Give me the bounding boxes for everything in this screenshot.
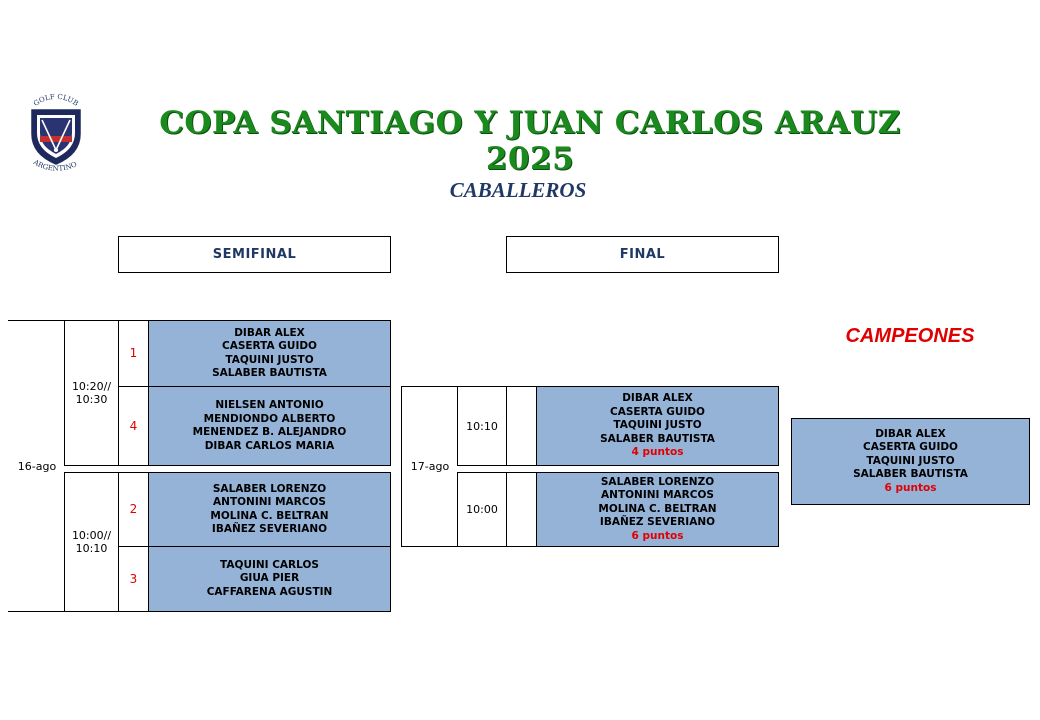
logo-top-text: GOLF CLUB (32, 92, 80, 108)
team-box (148, 386, 391, 466)
player-name: MENENDEZ B. ALEJANDRO (192, 426, 347, 438)
player-name: ANTONINI MARCOS (601, 489, 714, 502)
final-time-cell (457, 472, 507, 547)
player-name: TAQUINI JUSTO (866, 454, 955, 467)
points-label: 6 puntos (631, 529, 684, 542)
time-label: 10:10 (466, 419, 498, 433)
time-label: 10:20// 10:30 (71, 380, 112, 406)
team-box (148, 320, 391, 387)
final-time-cell (457, 386, 507, 466)
player-name: SALABER LORENZO (600, 475, 715, 488)
player-name: CASERTA GUIDO (862, 441, 958, 454)
seed-number (118, 320, 149, 387)
semifinal-time-slot-2 (64, 472, 119, 612)
seed-label: 3 (129, 571, 138, 586)
category-subtitle: CABALLEROS (449, 178, 587, 202)
player-name: TAQUINI CARLOS (220, 558, 319, 571)
player-name: SALABER BAUTISTA (212, 367, 327, 379)
final-seed-cell (506, 472, 537, 547)
seed-number (118, 386, 149, 466)
player-name: SALABER BAUTISTA (600, 432, 715, 445)
player-name: DIBAR ALEX (622, 392, 693, 405)
semifinal-header: SEMIFINAL (118, 236, 391, 273)
final-seed-cell (506, 386, 537, 466)
champions-title: CAMPEONES (845, 325, 975, 347)
seed-label: 1 (129, 346, 138, 360)
player-name: SALABER LORENZO (212, 482, 327, 495)
player-name: CASERTA GUIDO (221, 340, 317, 352)
svg-text:GOLF CLUB (32, 93, 80, 108)
player-name: DIBAR ALEX (234, 326, 305, 339)
player-name: TAQUINI JUSTO (225, 353, 314, 366)
player-name: MOLINA C. BELTRAN (598, 502, 717, 515)
player-name: TAQUINI JUSTO (613, 419, 702, 432)
team-box (148, 472, 391, 547)
player-name: SALABER BAUTISTA (853, 468, 968, 481)
team-box (536, 472, 779, 547)
player-name: MENDIONDO ALBERTO (203, 412, 336, 425)
seed-label: 2 (129, 502, 138, 516)
player-name: GIUA PIER (239, 572, 300, 585)
seed-number (118, 472, 149, 547)
final-header: FINAL (506, 236, 779, 273)
player-name: IBAÑEZ SEVERIANO (211, 523, 328, 535)
team-box (536, 386, 779, 466)
bracket-line (8, 611, 65, 612)
player-name: DIBAR ALEX (875, 427, 946, 440)
time-label: 10:00 (466, 503, 498, 516)
seed-label: 4 (129, 418, 138, 433)
semifinal-date: 16-ago (17, 460, 57, 473)
champions-box (791, 418, 1030, 505)
semifinal-time-slot-1 (64, 320, 119, 466)
player-name: CASERTA GUIDO (609, 405, 705, 418)
player-name: MOLINA C. BELTRAN (210, 509, 329, 522)
player-name: DIBAR CARLOS MARIA (204, 439, 335, 452)
bracket-line (8, 320, 65, 321)
team-box (148, 546, 391, 612)
final-date: 17-ago (410, 460, 450, 473)
player-name: NIELSEN ANTONIO (215, 399, 324, 411)
player-name: IBAÑEZ SEVERIANO (599, 516, 716, 529)
seed-number (118, 546, 149, 612)
player-name: ANTONINI MARCOS (213, 496, 326, 508)
club-logo (22, 92, 90, 174)
points-label: 4 puntos (631, 446, 684, 459)
points-label: 6 puntos (884, 481, 937, 494)
time-label: 10:00// 10:10 (71, 529, 112, 555)
player-name: CAFFARENA AGUSTIN (206, 585, 333, 598)
page-title: COPA SANTIAGO Y JUAN CARLOS ARAUZ 2025 (159, 105, 901, 177)
logo-bottom-text: ARGENTINO (31, 158, 79, 173)
golf-club-crest-icon (22, 92, 90, 174)
